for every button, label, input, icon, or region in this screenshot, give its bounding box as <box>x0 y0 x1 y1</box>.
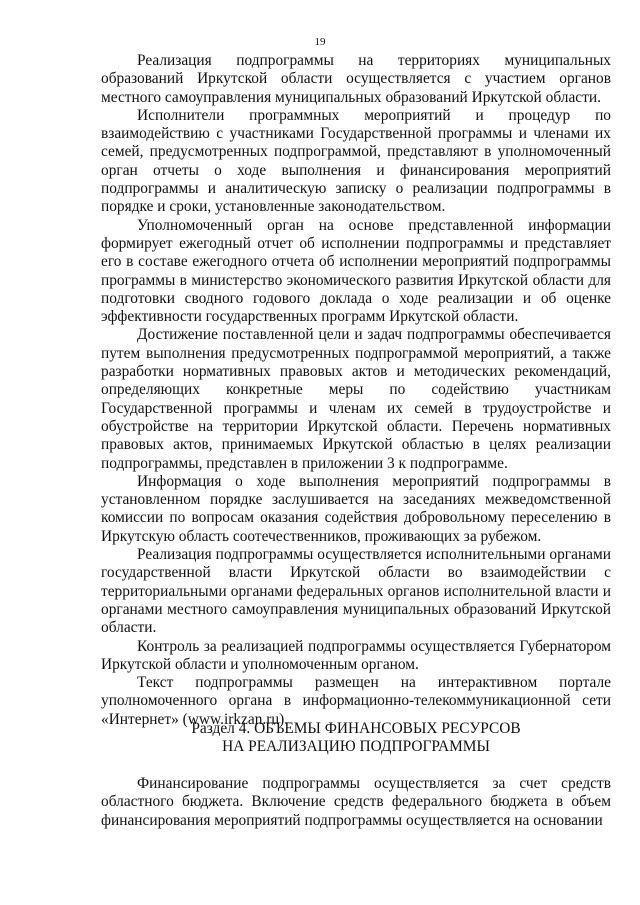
paragraph: Реализация подпрограммы на территориях муниципальных образований Иркутской области осуществляется с участием органов местного самоуправления муниципальных образований Иркутской области. <box>101 52 611 106</box>
paragraph: Текст подпрограммы размещен на интерактивном портале уполномоченного органа в информационно-телекоммуникационной сети «Интернет» (www.irkzan.ru). <box>101 674 611 728</box>
paragraph: Достижение поставленной цели и задач подпрограммы обеспечивается путем выполнения предусмотренных подпрограммой мероприятий, а также разработки нормативных правовых актов и методических рекомендаций, определяющих конкретные меры по содействию участникам Государственной программы и членам их семей в трудоустройстве и обустройстве на территории Иркутской области. Перечень нормативных правовых актов, принимаемых Иркутской областью в целях реализации подпрограммы, представлен в приложении 3 к подпрограмме. <box>101 326 611 472</box>
paragraph: Информация о ходе выполнения мероприятий подпрограммы в установленном порядке заслушивается на заседаниях межведомственной комиссии по вопросам оказания содействия добровольному переселению в Иркутскую область соотечественников, проживающих за рубежом. <box>101 472 611 545</box>
paragraph: Контроль за реализацией подпрограммы осуществляется Губернатором Иркутской области и уполномоченным органом. <box>101 637 611 673</box>
paragraph: Уполномоченный орган на основе представленной информации формирует ежегодный отчет об исполнении подпрограммы и представляет его в составе ежегодного отчета об исполнении мероприятий подпрограммы программы в министерство экономического развития Иркутской области для подготовки сводного годового доклада о ходе реализации и об оценке эффективности государственных программ Иркутской области. <box>101 216 611 326</box>
section-heading-line-1: Раздел 4. ОБЪЕМЫ ФИНАНСОВЫХ РЕСУРСОВ <box>191 720 521 737</box>
section-body-text <box>101 775 611 830</box>
paragraph: Реализация подпрограммы осуществляется исполнительными органами государственной власти Иркутской области во взаимодействии с территориальными органами федеральных органов исполнительной власти и органами местного самоуправления муниципальных образований Иркутской области. <box>101 546 611 637</box>
page-number: 19 <box>314 36 326 48</box>
section-heading-line-2: НА РЕАЛИЗАЦИЮ ПОДПРОГРАММЫ <box>222 738 490 756</box>
paragraph: Финансирование подпрограммы осуществляется за счет средств областного бюджета. Включение средств федерального бюджета в объем финансирования мероприятий подпрограммы осуществляется на основании <box>101 775 611 829</box>
paragraph: Исполнители программных мероприятий и процедур по взаимодействию с участниками Государственной программы и членами их семей, предусмотренных подпрограммой, представляют в уполномоченный орган отчеты о ходе выполнения и финансирования мероприятий подпрограммы и аналитическую записку о реализации подпрограммы в порядке и сроки, установленные законодательством. <box>101 106 611 216</box>
body-text <box>101 52 611 729</box>
section-heading <box>101 720 611 757</box>
